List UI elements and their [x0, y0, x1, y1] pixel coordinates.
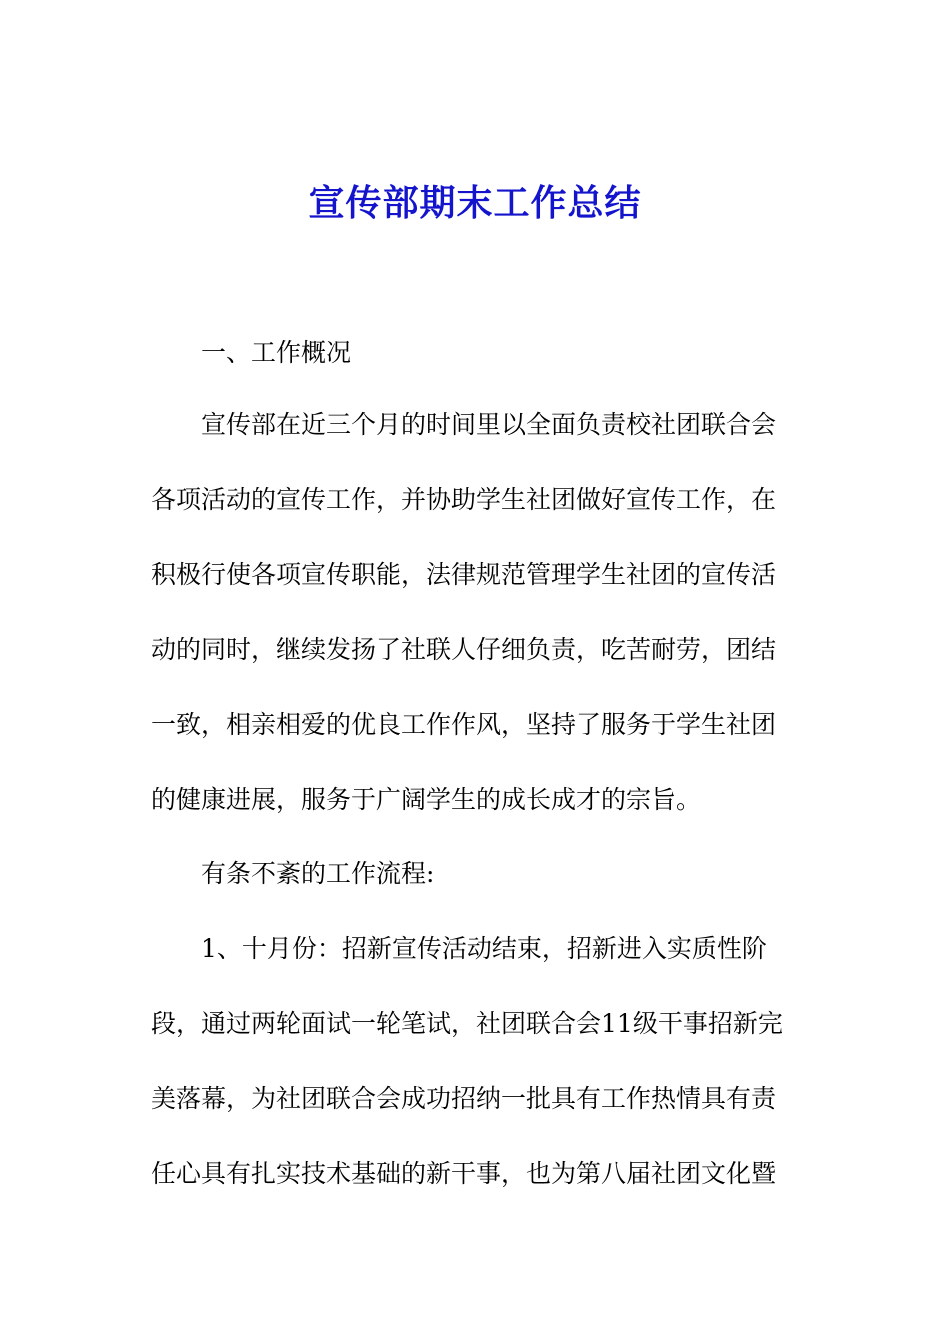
paragraph-line: 段，通过两轮面试一轮笔试，社团联合会11级干事招新完	[151, 1009, 783, 1038]
document-title: 宣传部期末工作总结	[308, 183, 642, 224]
paragraph-line: 1、十月份：招新宣传活动结束，招新进入实质性阶	[201, 934, 767, 963]
paragraph-line: 各项活动的宣传工作，并协助学生社团做好宣传工作，在	[151, 485, 777, 514]
section-heading: 一、工作概况	[201, 338, 352, 367]
paragraph-line: 积极行使各项宣传职能，法律规范管理学生社团的宣传活	[151, 560, 777, 589]
paragraph-line: 宣传部在近三个月的时间里以全面负责校社团联合会	[201, 410, 777, 439]
paragraph-line: 的健康进展，服务于广阔学生的成长成才的宗旨。	[151, 785, 702, 814]
paragraph-line: 美落幕，为社团联合会成功招纳一批具有工作热情具有责	[151, 1084, 777, 1113]
paragraph-line: 一致，相亲相爱的优良工作作风，坚持了服务于学生社团	[151, 710, 777, 739]
paragraph-line: 任心具有扎实技术基础的新干事，也为第八届社团文化暨	[151, 1159, 777, 1188]
flow-heading: 有条不紊的工作流程:	[201, 859, 435, 888]
paragraph-line: 动的同时，继续发扬了社联人仔细负责，吃苦耐劳，团结	[151, 635, 777, 664]
